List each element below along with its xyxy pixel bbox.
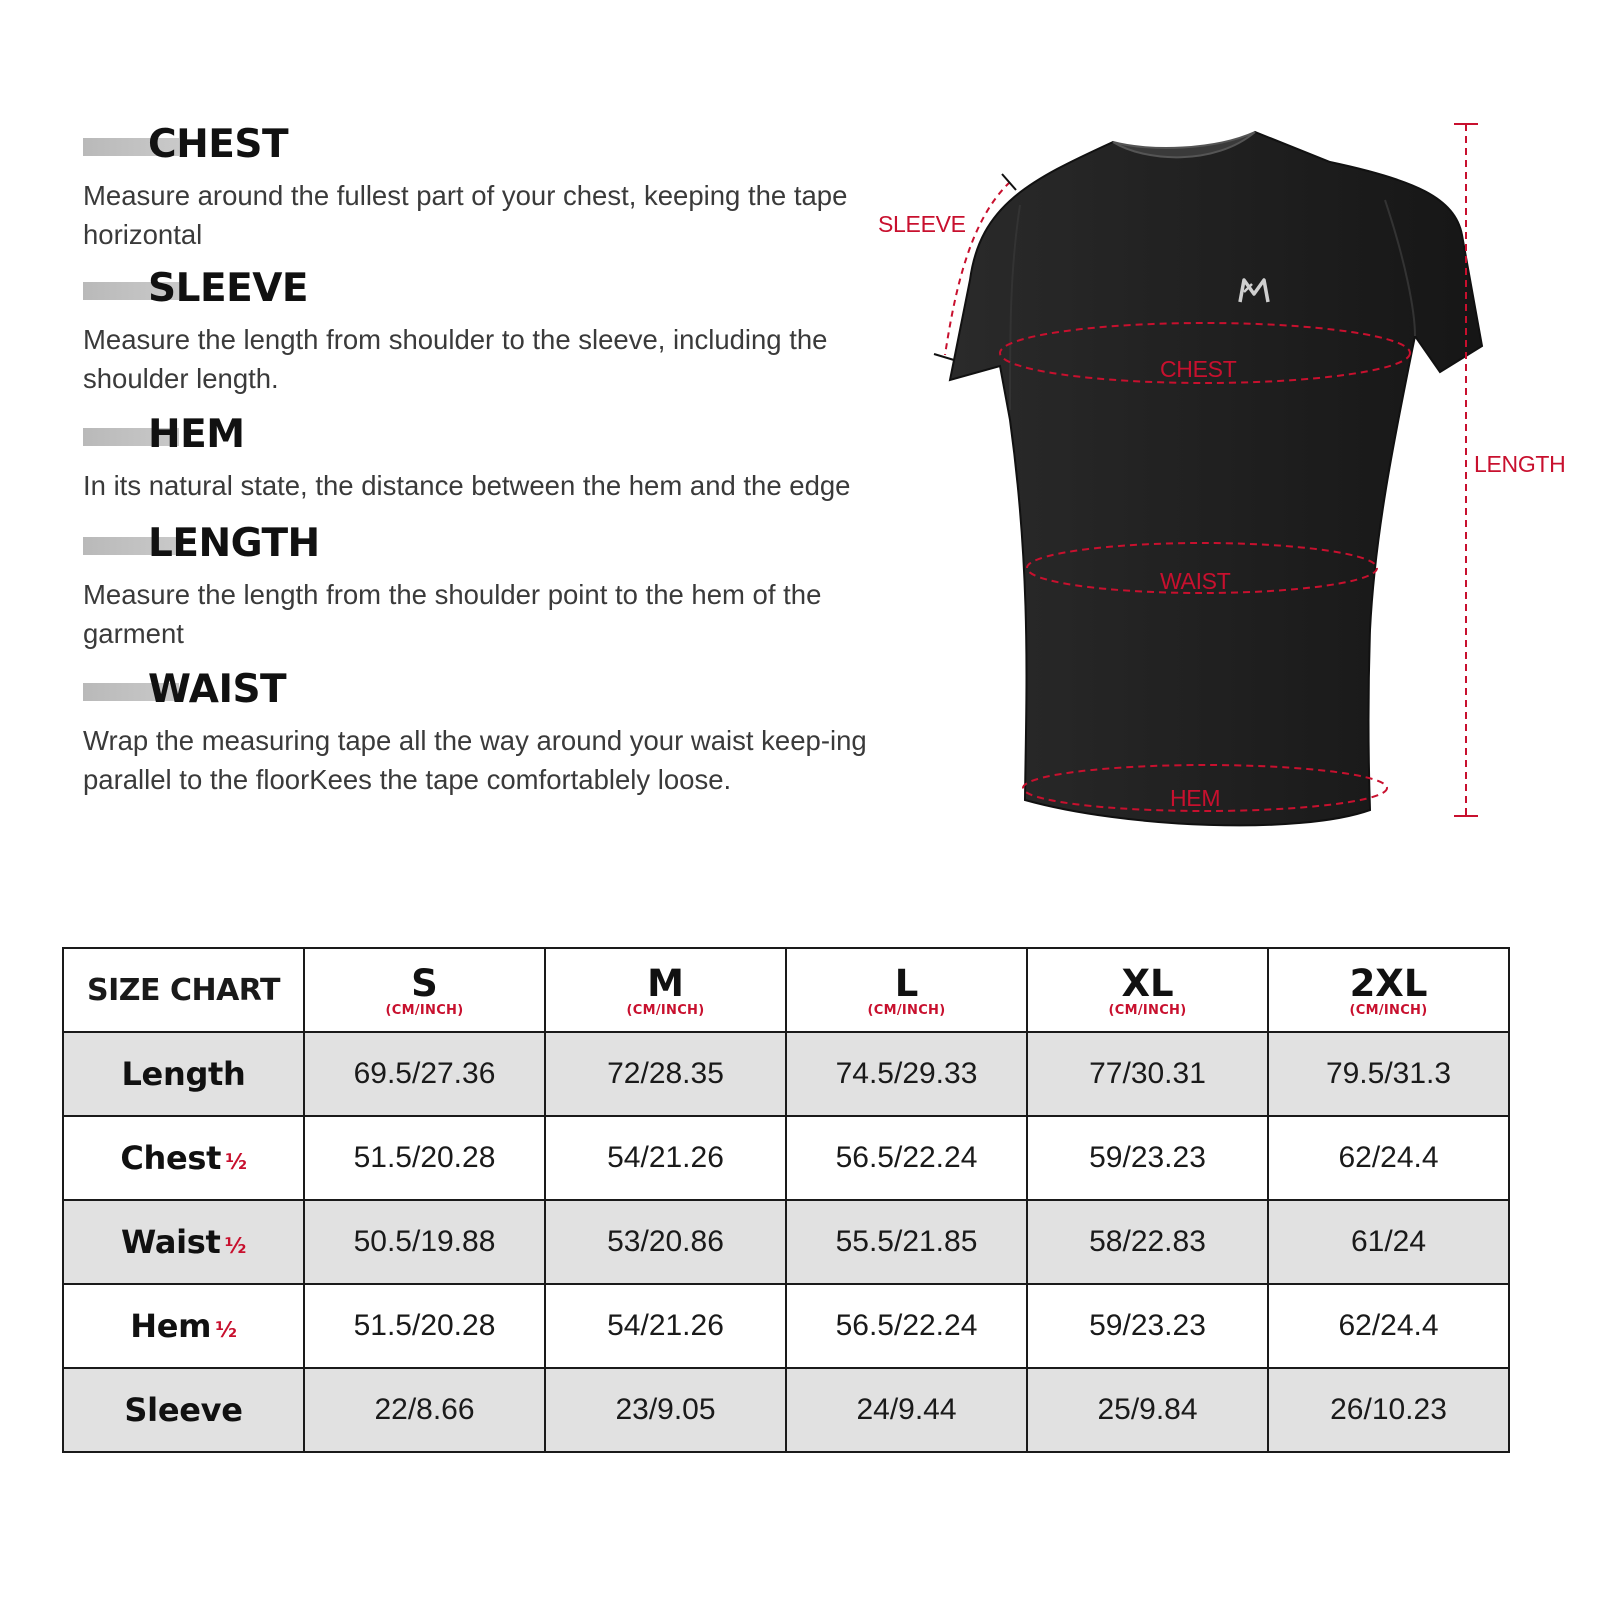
guide-desc-waist: Wrap the measuring tape all the way around your waist keep-ing parallel to the floorKees the tape comfortablely loose. <box>83 725 867 795</box>
sleeve-tick-top <box>1002 174 1016 190</box>
table-cell: 55.5/21.85 <box>786 1200 1027 1284</box>
unit-label: (CM/INCH) <box>1349 1003 1428 1018</box>
label-length: LENGTH <box>1474 451 1566 477</box>
guide-title-chest: CHEST <box>148 122 289 167</box>
guide-heading <box>83 266 873 316</box>
table-cell: 77/30.31 <box>1027 1032 1268 1116</box>
table-cell: 51.5/20.28 <box>304 1116 545 1200</box>
table-row <box>63 1368 1509 1452</box>
guide-heading <box>83 667 873 717</box>
guide-desc-chest: Measure around the fullest part of your chest, keeping the tape horizontal <box>83 180 848 250</box>
table-cell: 54/21.26 <box>545 1284 786 1368</box>
size-header-cell <box>786 948 1027 1032</box>
row-label-cell <box>63 1032 304 1116</box>
size-chart-title-text: SIZE CHART <box>86 972 281 1008</box>
guide-length <box>83 521 873 653</box>
table-row <box>63 1284 1509 1368</box>
guide-desc-hem: In its natural state, the distance between the hem and the edge <box>83 470 851 501</box>
guide-title-hem: HEM <box>148 412 245 457</box>
guide-waist <box>83 667 873 799</box>
table-cell: 26/10.23 <box>1268 1368 1509 1452</box>
label-chest: CHEST <box>1160 356 1237 382</box>
table-row <box>63 1200 1509 1284</box>
table-cell: 51.5/20.28 <box>304 1284 545 1368</box>
tshirt-shape <box>950 132 1482 825</box>
guide-title-length: LENGTH <box>148 521 320 566</box>
table-cell: 59/23.23 <box>1027 1116 1268 1200</box>
size-label: XL <box>1121 962 1174 1005</box>
row-label-cell <box>63 1284 304 1368</box>
guide-heading <box>83 521 873 571</box>
guide-chest <box>83 122 873 254</box>
table-cell: 61/24 <box>1268 1200 1509 1284</box>
label-hem: HEM <box>1170 785 1221 811</box>
row-label-cell <box>63 1200 304 1284</box>
table-cell: 62/24.4 <box>1268 1284 1509 1368</box>
row-label: Sleeve <box>124 1391 243 1429</box>
table-cell: 69.5/27.36 <box>304 1032 545 1116</box>
size-label: L <box>894 962 919 1005</box>
row-label: Hem <box>130 1307 212 1345</box>
unit-label: (CM/INCH) <box>1108 1003 1187 1018</box>
label-waist: WAIST <box>1160 568 1231 594</box>
table-cell: 22/8.66 <box>304 1368 545 1452</box>
table-cell: 53/20.86 <box>545 1200 786 1284</box>
table-cell: 54/21.26 <box>545 1116 786 1200</box>
guide-hem <box>83 412 873 505</box>
unit-label: (CM/INCH) <box>626 1003 705 1018</box>
size-label: M <box>647 962 684 1005</box>
sleeve-tick-bottom <box>934 354 954 360</box>
table-cell: 58/22.83 <box>1027 1200 1268 1284</box>
guide-heading <box>83 122 873 172</box>
table-cell: 62/24.4 <box>1268 1116 1509 1200</box>
table-cell: 56.5/22.24 <box>786 1116 1027 1200</box>
table-cell: 50.5/19.88 <box>304 1200 545 1284</box>
row-label: Chest <box>120 1139 222 1177</box>
table-cell: 23/9.05 <box>545 1368 786 1452</box>
unit-label: (CM/INCH) <box>385 1003 464 1018</box>
table-cell: 59/23.23 <box>1027 1284 1268 1368</box>
table-cell: 24/9.44 <box>786 1368 1027 1452</box>
size-header-cell <box>1268 948 1509 1032</box>
unit-label: (CM/INCH) <box>867 1003 946 1018</box>
shirt-illustration <box>870 110 1590 850</box>
table-header-row <box>63 948 1509 1032</box>
table-row <box>63 1032 1509 1116</box>
guide-sleeve <box>83 266 873 398</box>
size-label: S <box>411 962 438 1005</box>
guide-title-sleeve: SLEEVE <box>148 266 309 311</box>
table-corner-cell <box>63 948 304 1032</box>
table-row <box>63 1116 1509 1200</box>
row-label-cell <box>63 1368 304 1452</box>
table-cell: 72/28.35 <box>545 1032 786 1116</box>
table-cell: 25/9.84 <box>1027 1368 1268 1452</box>
half-measure-mark: ½ <box>215 1318 237 1342</box>
size-chart-table <box>62 947 1510 1453</box>
size-header-cell <box>545 948 786 1032</box>
size-label: 2XL <box>1349 962 1428 1005</box>
row-label-cell <box>63 1116 304 1200</box>
guide-desc-sleeve: Measure the length from shoulder to the sleeve, including the shoulder length. <box>83 324 828 394</box>
guide-desc-length: Measure the length from the shoulder point to the hem of the garment <box>83 579 822 649</box>
half-measure-mark: ½ <box>224 1234 247 1258</box>
size-header-cell <box>304 948 545 1032</box>
table-cell: 56.5/22.24 <box>786 1284 1027 1368</box>
size-chart-title <box>87 973 280 1008</box>
guide-title-waist: WAIST <box>148 667 287 712</box>
size-header-cell <box>1027 948 1268 1032</box>
row-label: Waist <box>120 1223 221 1261</box>
label-sleeve: SLEEVE <box>878 211 966 237</box>
shirt-diagram <box>870 110 1590 850</box>
table-cell: 79.5/31.3 <box>1268 1032 1509 1116</box>
row-label: Length <box>121 1055 246 1093</box>
half-measure-mark: ½ <box>225 1150 247 1174</box>
table-cell: 74.5/29.33 <box>786 1032 1027 1116</box>
guide-heading <box>83 412 873 462</box>
